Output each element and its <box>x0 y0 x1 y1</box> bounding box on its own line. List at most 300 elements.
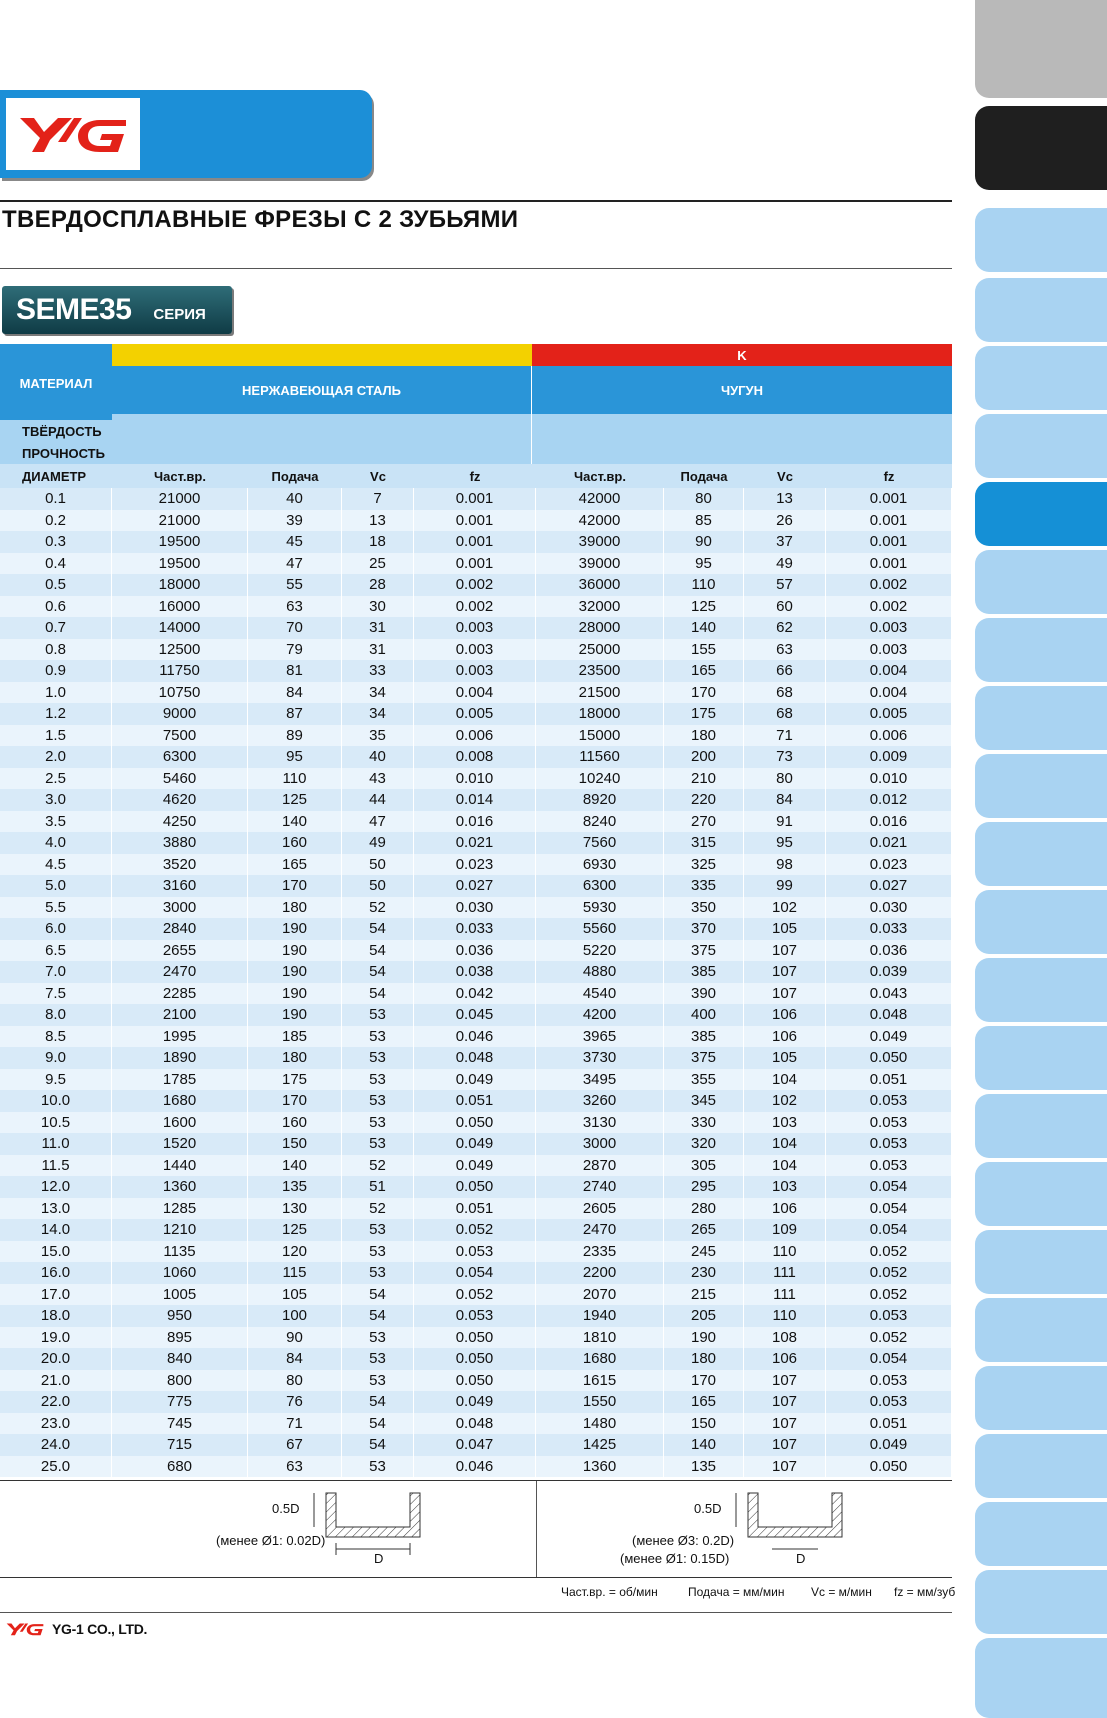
row-value: 53 <box>342 1112 414 1134</box>
col-header-fz-left: fz <box>469 468 481 484</box>
row-value: 36000 <box>536 574 664 596</box>
row-value: 35 <box>342 725 414 747</box>
row-diameter: 2.5 <box>0 768 112 790</box>
row-value: 305 <box>664 1155 744 1177</box>
row-value: 54 <box>342 940 414 962</box>
side-tab-10[interactable] <box>975 822 1107 886</box>
row-value: 0.049 <box>414 1069 536 1091</box>
side-tab-15[interactable] <box>975 1162 1107 1226</box>
row-value: 71 <box>744 725 826 747</box>
row-value: 2470 <box>112 961 248 983</box>
side-tab-6[interactable] <box>975 550 1107 614</box>
table-row <box>0 1155 952 1177</box>
row-diameter: 21.0 <box>0 1370 112 1392</box>
row-value: 54 <box>342 961 414 983</box>
table-row <box>0 1176 952 1198</box>
row-value: 0.054 <box>826 1219 952 1241</box>
row-value: 95 <box>248 746 342 768</box>
row-value: 0.048 <box>414 1413 536 1435</box>
row-value: 81 <box>248 660 342 682</box>
row-value: 52 <box>342 1155 414 1177</box>
row-value: 840 <box>112 1348 248 1370</box>
side-tab-4[interactable] <box>975 414 1107 478</box>
row-value: 0.023 <box>414 854 536 876</box>
row-value: 0.021 <box>414 832 536 854</box>
col-header-fz-right: fz <box>883 468 895 484</box>
row-value: 49 <box>744 553 826 575</box>
row-value: 0.050 <box>826 1456 952 1478</box>
row-value: 107 <box>744 940 826 962</box>
row-value: 110 <box>744 1241 826 1263</box>
side-tab-7[interactable] <box>975 618 1107 682</box>
row-diameter: 2.0 <box>0 746 112 768</box>
row-value: 4250 <box>112 811 248 833</box>
table-row <box>0 510 952 532</box>
group-left-strip <box>112 344 532 366</box>
row-value: 0.010 <box>826 768 952 790</box>
row-value: 106 <box>744 1348 826 1370</box>
table-row <box>0 1069 952 1091</box>
row-diameter: 6.5 <box>0 940 112 962</box>
row-value: 3260 <box>536 1090 664 1112</box>
row-value: 40 <box>248 488 342 510</box>
row-value: 190 <box>248 940 342 962</box>
row-value: 160 <box>248 832 342 854</box>
table-row <box>0 1090 952 1112</box>
row-value: 2840 <box>112 918 248 940</box>
row-value: 0.046 <box>414 1026 536 1048</box>
side-tab-2[interactable] <box>975 278 1107 342</box>
row-value: 170 <box>664 682 744 704</box>
row-value: 800 <box>112 1370 248 1392</box>
row-value: 106 <box>744 1198 826 1220</box>
row-value: 0.048 <box>826 1004 952 1026</box>
row-value: 1785 <box>112 1069 248 1091</box>
row-value: 52 <box>342 897 414 919</box>
row-value: 0.052 <box>826 1327 952 1349</box>
row-value: 28000 <box>536 617 664 639</box>
row-value: 111 <box>744 1262 826 1284</box>
row-value: 31 <box>342 639 414 661</box>
row-diameter: 20.0 <box>0 1348 112 1370</box>
row-value: 54 <box>342 918 414 940</box>
row-value: 53 <box>342 1241 414 1263</box>
side-tab-13[interactable] <box>975 1026 1107 1090</box>
row-value: 0.003 <box>414 639 536 661</box>
row-value: 270 <box>664 811 744 833</box>
row-value: 0.027 <box>826 875 952 897</box>
row-value: 2605 <box>536 1198 664 1220</box>
row-diameter: 14.0 <box>0 1219 112 1241</box>
row-value: 0.021 <box>826 832 952 854</box>
row-diameter: 11.0 <box>0 1133 112 1155</box>
row-value: 0.053 <box>414 1241 536 1263</box>
material-label: МАТЕРИАЛ <box>0 344 112 422</box>
table-row <box>0 1370 952 1392</box>
row-value: 14000 <box>112 617 248 639</box>
table-row <box>0 1047 952 1069</box>
table-row <box>0 531 952 553</box>
row-value: 1615 <box>536 1370 664 1392</box>
row-value: 325 <box>664 854 744 876</box>
side-tab-9[interactable] <box>975 754 1107 818</box>
row-value: 2870 <box>536 1155 664 1177</box>
row-value: 54 <box>342 983 414 1005</box>
row-diameter: 0.9 <box>0 660 112 682</box>
row-value: 6300 <box>536 875 664 897</box>
side-tab-16[interactable] <box>975 1230 1107 1294</box>
row-value: 107 <box>744 961 826 983</box>
row-value: 0.004 <box>826 682 952 704</box>
row-value: 190 <box>248 961 342 983</box>
row-value: 0.001 <box>414 553 536 575</box>
row-diameter: 9.5 <box>0 1069 112 1091</box>
row-value: 170 <box>248 1090 342 1112</box>
row-value: 2285 <box>112 983 248 1005</box>
row-value: 90 <box>664 531 744 553</box>
row-value: 34 <box>342 703 414 725</box>
row-value: 5560 <box>536 918 664 940</box>
row-value: 0.036 <box>414 940 536 962</box>
row-value: 103 <box>744 1112 826 1134</box>
row-value: 1480 <box>536 1413 664 1435</box>
row-value: 0.054 <box>826 1176 952 1198</box>
table-row <box>0 1456 952 1478</box>
row-value: 0.053 <box>826 1133 952 1155</box>
row-value: 1550 <box>536 1391 664 1413</box>
row-value: 104 <box>744 1133 826 1155</box>
row-value: 2100 <box>112 1004 248 1026</box>
side-tab-12[interactable] <box>975 958 1107 1022</box>
col-header-feed-right: Подача <box>680 468 728 484</box>
row-value: 102 <box>744 897 826 919</box>
row-value: 71 <box>248 1413 342 1435</box>
row-diameter: 25.0 <box>0 1456 112 1478</box>
row-value: 3730 <box>536 1047 664 1069</box>
row-value: 32000 <box>536 596 664 618</box>
row-value: 165 <box>664 1391 744 1413</box>
row-value: 47 <box>342 811 414 833</box>
series-badge <box>2 286 232 334</box>
table-row <box>0 1219 952 1241</box>
row-value: 155 <box>664 639 744 661</box>
brand-logo <box>6 98 140 170</box>
row-value: 105 <box>744 1047 826 1069</box>
row-value: 53 <box>342 1348 414 1370</box>
row-diameter: 0.8 <box>0 639 112 661</box>
row-value: 39 <box>248 510 342 532</box>
row-value: 12500 <box>112 639 248 661</box>
side-tab-14[interactable] <box>975 1094 1107 1158</box>
row-value: 400 <box>664 1004 744 1026</box>
col-header-rpm-left: Част.вр. <box>154 468 206 484</box>
row-value: 1520 <box>112 1133 248 1155</box>
row-value: 87 <box>248 703 342 725</box>
row-value: 18000 <box>112 574 248 596</box>
side-tab-18[interactable] <box>975 1366 1107 1430</box>
col-header-vc-left: Vc <box>370 468 386 484</box>
row-value: 100 <box>248 1305 342 1327</box>
row-value: 4540 <box>536 983 664 1005</box>
row-value: 0.005 <box>826 703 952 725</box>
row-value: 3520 <box>112 854 248 876</box>
table-row <box>0 983 952 1005</box>
yg-small-logo-icon <box>4 1620 46 1638</box>
row-value: 53 <box>342 1219 414 1241</box>
table-row <box>0 1112 952 1134</box>
row-value: 54 <box>342 1391 414 1413</box>
table-row <box>0 553 952 575</box>
row-value: 0.053 <box>826 1155 952 1177</box>
table-row <box>0 768 952 790</box>
row-value: 0.047 <box>414 1434 536 1456</box>
row-value: 107 <box>744 1434 826 1456</box>
row-value: 107 <box>744 1413 826 1435</box>
row-value: 0.053 <box>826 1391 952 1413</box>
row-value: 53 <box>342 1004 414 1026</box>
slot-diagrams <box>0 1480 952 1578</box>
side-tab-21[interactable] <box>975 1570 1107 1634</box>
unit-vc: Vc = м/мин <box>811 1585 872 1599</box>
row-diameter: 15.0 <box>0 1241 112 1263</box>
table-row <box>0 789 952 811</box>
row-value: 385 <box>664 1026 744 1048</box>
row-value: 99 <box>744 875 826 897</box>
row-diameter: 17.0 <box>0 1284 112 1306</box>
side-tab-3[interactable] <box>975 346 1107 410</box>
row-value: 11750 <box>112 660 248 682</box>
row-value: 3130 <box>536 1112 664 1134</box>
row-value: 25 <box>342 553 414 575</box>
row-value: 19500 <box>112 553 248 575</box>
left-note: (менее Ø1: 0.02D) <box>216 1533 326 1548</box>
side-tab-1[interactable] <box>975 208 1107 272</box>
row-value: 13 <box>342 510 414 532</box>
row-value: 42000 <box>536 510 664 532</box>
row-value: 0.053 <box>826 1090 952 1112</box>
side-tab-17[interactable] <box>975 1298 1107 1362</box>
row-value: 3495 <box>536 1069 664 1091</box>
row-value: 21000 <box>112 510 248 532</box>
row-diameter: 3.0 <box>0 789 112 811</box>
row-diameter: 7.0 <box>0 961 112 983</box>
row-value: 0.016 <box>414 811 536 833</box>
row-value: 1425 <box>536 1434 664 1456</box>
row-value: 0.027 <box>414 875 536 897</box>
row-value: 0.003 <box>826 639 952 661</box>
row-value: 0.010 <box>414 768 536 790</box>
row-value: 120 <box>248 1241 342 1263</box>
row-value: 0.033 <box>826 918 952 940</box>
side-tab-20[interactable] <box>975 1502 1107 1566</box>
row-diameter: 3.5 <box>0 811 112 833</box>
row-value: 220 <box>664 789 744 811</box>
row-value: 43 <box>342 768 414 790</box>
row-value: 0.005 <box>414 703 536 725</box>
row-value: 370 <box>664 918 744 940</box>
row-value: 2200 <box>536 1262 664 1284</box>
row-value: 0.012 <box>826 789 952 811</box>
table-row <box>0 660 952 682</box>
header-logo-box <box>0 90 372 178</box>
row-value: 68 <box>744 682 826 704</box>
row-value: 25000 <box>536 639 664 661</box>
side-tab-active[interactable] <box>975 482 1107 546</box>
row-value: 110 <box>744 1305 826 1327</box>
group-right-strip: K <box>532 344 952 366</box>
table-row <box>0 1305 952 1327</box>
row-value: 50 <box>342 875 414 897</box>
row-value: 0.003 <box>414 660 536 682</box>
row-value: 5460 <box>112 768 248 790</box>
row-value: 62 <box>744 617 826 639</box>
row-value: 26 <box>744 510 826 532</box>
slot-diagram-left-icon <box>300 1487 430 1559</box>
row-value: 85 <box>664 510 744 532</box>
row-value: 45 <box>248 531 342 553</box>
row-value: 18000 <box>536 703 664 725</box>
row-value: 0.049 <box>414 1133 536 1155</box>
row-value: 39000 <box>536 553 664 575</box>
side-tab-11[interactable] <box>975 890 1107 954</box>
row-value: 54 <box>342 1434 414 1456</box>
row-value: 0.053 <box>826 1305 952 1327</box>
row-value: 1135 <box>112 1241 248 1263</box>
row-value: 205 <box>664 1305 744 1327</box>
row-value: 385 <box>664 961 744 983</box>
row-value: 0.053 <box>414 1305 536 1327</box>
row-value: 3000 <box>536 1133 664 1155</box>
row-diameter: 1.5 <box>0 725 112 747</box>
side-tab-8[interactable] <box>975 686 1107 750</box>
row-value: 315 <box>664 832 744 854</box>
col-header-feed-left: Подача <box>271 468 319 484</box>
table-row <box>0 1004 952 1026</box>
row-value: 0.051 <box>414 1090 536 1112</box>
row-value: 0.002 <box>414 596 536 618</box>
row-value: 106 <box>744 1004 826 1026</box>
row-diameter: 0.7 <box>0 617 112 639</box>
row-value: 84 <box>248 682 342 704</box>
row-value: 295 <box>664 1176 744 1198</box>
table-row <box>0 617 952 639</box>
row-value: 0.004 <box>826 660 952 682</box>
row-value: 125 <box>248 1219 342 1241</box>
row-value: 135 <box>664 1456 744 1478</box>
row-value: 31 <box>342 617 414 639</box>
side-tab-black[interactable] <box>975 106 1107 190</box>
row-value: 4620 <box>112 789 248 811</box>
row-value: 0.003 <box>414 617 536 639</box>
row-value: 0.046 <box>414 1456 536 1478</box>
table-row <box>0 940 952 962</box>
row-value: 0.054 <box>826 1198 952 1220</box>
row-value: 0.050 <box>414 1112 536 1134</box>
table-row <box>0 918 952 940</box>
row-value: 3160 <box>112 875 248 897</box>
row-diameter: 12.0 <box>0 1176 112 1198</box>
row-value: 0.051 <box>414 1198 536 1220</box>
row-value: 375 <box>664 940 744 962</box>
row-diameter: 24.0 <box>0 1434 112 1456</box>
row-value: 245 <box>664 1241 744 1263</box>
row-value: 107 <box>744 983 826 1005</box>
row-value: 40 <box>342 746 414 768</box>
row-value: 37 <box>744 531 826 553</box>
row-value: 111 <box>744 1284 826 1306</box>
row-value: 0.001 <box>826 553 952 575</box>
row-value: 190 <box>664 1327 744 1349</box>
row-diameter: 0.6 <box>0 596 112 618</box>
row-value: 895 <box>112 1327 248 1349</box>
row-value: 53 <box>342 1327 414 1349</box>
row-value: 63 <box>248 596 342 618</box>
row-value: 350 <box>664 897 744 919</box>
row-diameter: 22.0 <box>0 1391 112 1413</box>
row-value: 0.001 <box>826 488 952 510</box>
row-value: 1360 <box>112 1176 248 1198</box>
row-diameter: 1.2 <box>0 703 112 725</box>
row-value: 390 <box>664 983 744 1005</box>
row-diameter: 9.0 <box>0 1047 112 1069</box>
row-value: 53 <box>342 1133 414 1155</box>
row-value: 47 <box>248 553 342 575</box>
row-value: 0.001 <box>826 510 952 532</box>
row-value: 180 <box>248 1047 342 1069</box>
row-value: 0.042 <box>414 983 536 1005</box>
table-row <box>0 596 952 618</box>
row-value: 7500 <box>112 725 248 747</box>
row-value: 125 <box>664 596 744 618</box>
right-width-label: D <box>796 1551 806 1566</box>
row-value: 107 <box>744 1456 826 1478</box>
row-diameter: 10.0 <box>0 1090 112 1112</box>
row-value: 51 <box>342 1176 414 1198</box>
side-tab-gray[interactable] <box>975 0 1107 98</box>
row-value: 95 <box>664 553 744 575</box>
table-row <box>0 1026 952 1048</box>
row-value: 0.030 <box>826 897 952 919</box>
row-value: 7 <box>342 488 414 510</box>
row-value: 80 <box>744 768 826 790</box>
diameter-label: ДИАМЕТР <box>22 468 87 484</box>
row-value: 63 <box>248 1456 342 1478</box>
table-body <box>0 488 952 1477</box>
row-diameter: 16.0 <box>0 1262 112 1284</box>
row-value: 105 <box>248 1284 342 1306</box>
row-value: 140 <box>248 1155 342 1177</box>
row-value: 1440 <box>112 1155 248 1177</box>
row-diameter: 4.0 <box>0 832 112 854</box>
row-value: 2470 <box>536 1219 664 1241</box>
row-diameter: 0.2 <box>0 510 112 532</box>
row-value: 52 <box>342 1198 414 1220</box>
row-value: 175 <box>664 703 744 725</box>
side-tab-19[interactable] <box>975 1434 1107 1498</box>
row-value: 104 <box>744 1069 826 1091</box>
row-value: 10750 <box>112 682 248 704</box>
side-tab-22[interactable] <box>975 1638 1107 1718</box>
row-value: 180 <box>248 897 342 919</box>
row-value: 0.003 <box>826 617 952 639</box>
row-value: 175 <box>248 1069 342 1091</box>
row-value: 345 <box>664 1090 744 1112</box>
row-value: 1940 <box>536 1305 664 1327</box>
table-row <box>0 1241 952 1263</box>
row-value: 34 <box>342 682 414 704</box>
row-value: 0.052 <box>826 1284 952 1306</box>
row-value: 7560 <box>536 832 664 854</box>
